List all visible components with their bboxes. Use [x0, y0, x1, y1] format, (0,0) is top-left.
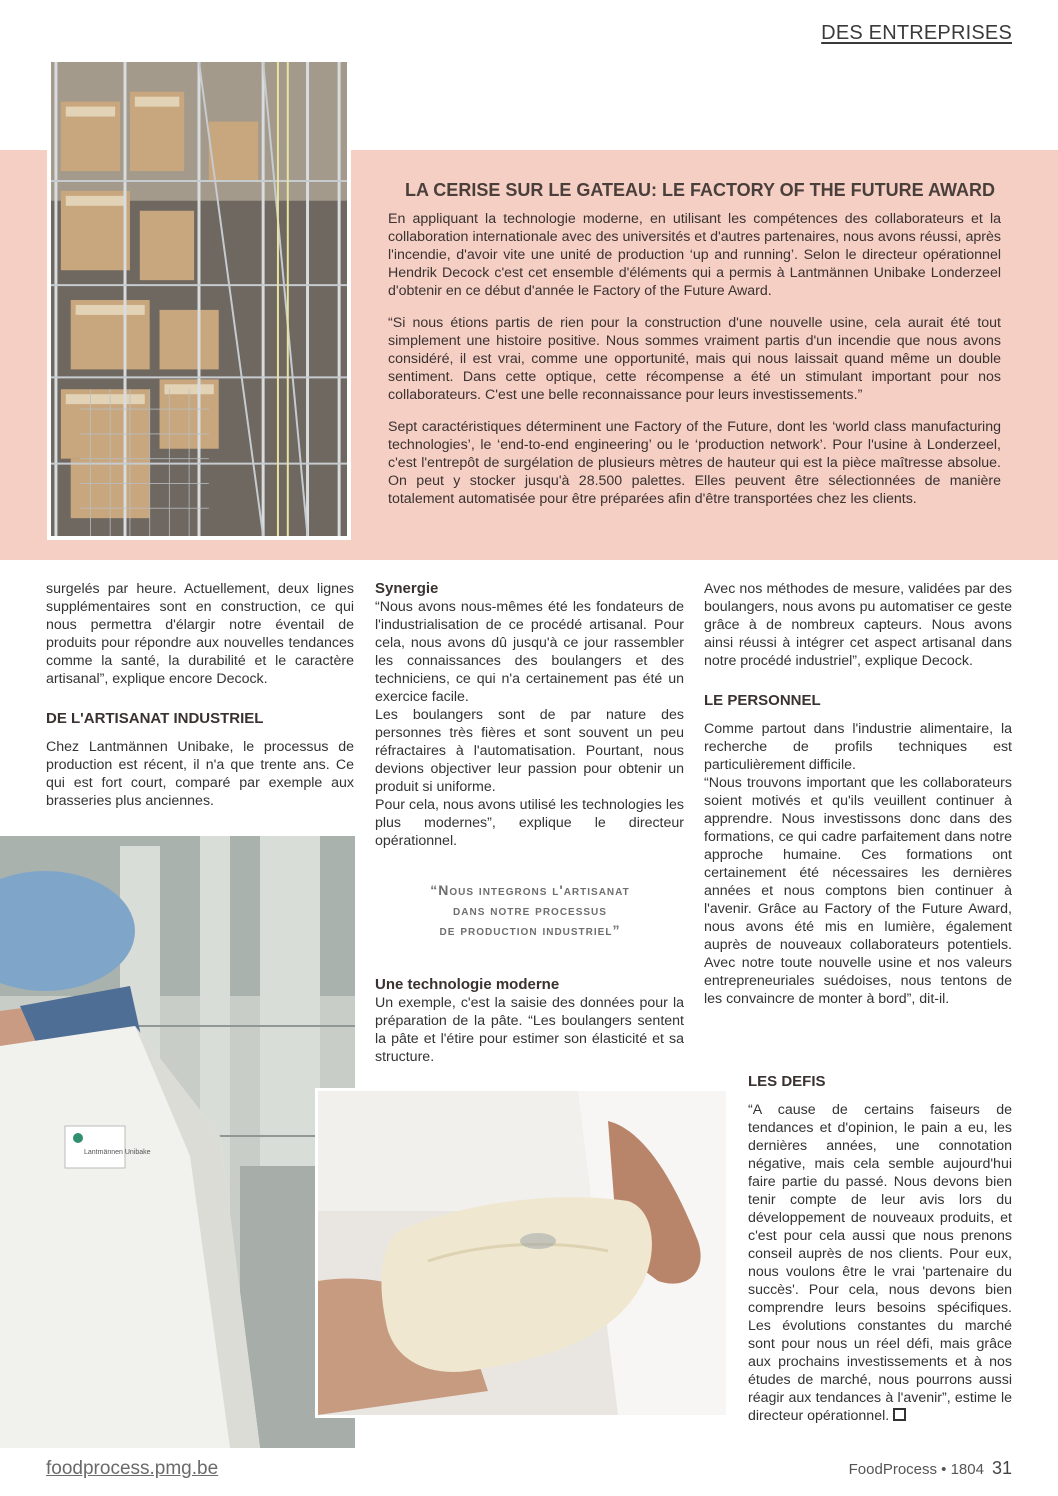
column-2 [375, 580, 684, 850]
magazine-issue: FoodProcess • 1804 [848, 1461, 984, 1478]
box-paragraph: En appliquant la technologie moderne, en utilisant les compétences des collaborateurs et la collaboration internationale avec des universités et d'autres partenaires, nous avons réussi, après l'incendie, d'avoir vite une unité de production ‘up and running’. Selon le directeur opérationnel Hendrik Decock c'est cet ensemble d'éléments qui a permis à Lantmännen Unibake Londerzeel d'obtenir en ce début d'année le Factory of the Future Award. [388, 211, 1001, 299]
section-heading: LES DEFIS [748, 1073, 826, 1090]
body-paragraph: Chez Lantmännen Unibake, le processus de production est récent, il n'a que trente ans. Ce qui est fort court, comparé par exemple aux brasseries plus anciennes. [46, 739, 354, 809]
body-paragraph: “A cause de certains faiseurs de tendances et d'opinion, le pain a eu, les dernières années, une connotation négative, mais cela semble aujourd'hui faire partie du passé. Nous devons bien tenir compte de leur avis lors du développement de nouveaux produits, et c'est pour cela aussi que nous prenons conseil auprès de nos clients. Pour eux, nous voulons être le vrai 'partenaire du succès'. Pour cela, nous devons bien comprendre leurs besoins spécifiques. Les évolutions constantes du marché sont pour nous un réel défi, mais grâce aux prochains investissements et à nos études de marché, nous pourrons aussi réagir aux tendances à l'avenir”, estime le directeur opérationnel. [748, 1102, 1012, 1424]
body-paragraph: Les boulangers sont de par nature des personnes très fières et sont souvent un peu réfractaires à l'automatisation. Pourtant, nous devions objectiver leur passion pour obtenir un produit si uniforme. [375, 707, 684, 795]
box-paragraph: “Si nous étions partis de rien pour la construction d'une nouvelle usine, cela aurait été tout simplement une histoire positive. Nous sommes vraiment partis d'un incendie que nous avons considéré, il est vrai, comme une opportunité, mais qui nous laissait quand même un double sentiment. Dans cette optique, cette récompense a été un stimulant important pour nos collaborateurs. C'est une belle reconnaissance pour leurs investissements.” [388, 315, 1001, 403]
body-paragraph: Un exemple, c'est la saisie des données pour la préparation de la pâte. “Les boulangers sentent la pâte et l'étire pour estimer son élasticité et sa structure. [375, 995, 684, 1065]
footer-issue [849, 1458, 1012, 1479]
section-heading: LE PERSONNEL [704, 692, 821, 709]
section-heading: DE L'ARTISANAT INDUSTRIEL [46, 710, 264, 727]
column-3-lower [748, 1073, 1012, 1425]
dough-photo [315, 1088, 729, 1418]
section-heading: Une technologie moderne [375, 976, 560, 993]
body-paragraph: Comme partout dans l'industrie alimentaire, la recherche de profils techniques est particulièrement difficile. [704, 721, 1012, 773]
body-paragraph: surgelés par heure. Actuellement, deux lignes supplémentaires sont en construction, ce qui nous permettra d'élargir notre éventail de produits pour répondre aux nouvelles tendances comme la santé, la durabilité et le caractère artisanal”, explique encore Decock. [46, 581, 354, 687]
pull-quote [375, 880, 685, 940]
column-2-lower [375, 976, 684, 1066]
body-paragraph: Pour cela, nous avons utilisé les technologies les plus modernes”, explique le directeur opérationnel. [375, 797, 684, 849]
column-1 [46, 580, 354, 810]
box-paragraph: Sept caractéristiques déterminent une Factory of the Future, dont les ‘world class manufacturing technologies’, le ‘end-to-end engineering’ ou le ‘production network’. Pour l'usine à Londerzeel, c'est l'entrepôt de surgélation de plusieurs mètres de hauteur qui est la pièce maîtresse absolue. On peut y stocker jusqu'à 28.500 palettes. Elles peuvent être sélectionnées de manière totalement automatisée pour être préparées afin d'être transportées chez les clients. [388, 419, 1001, 507]
warehouse-photo [47, 58, 351, 540]
pull-quote-line: de production industriel” [439, 922, 621, 938]
worker-photo [0, 836, 355, 1448]
box-title: LA CERISE SUR LE GATEAU: LE FACTORY OF THE FUTURE AWARD [404, 180, 996, 200]
body-paragraph: “Nous avons nous-mêmes été les fondateurs de l'industrialisation de ce procédé artisanal. Pour cela, nous avons dû jusqu'à ce jour rassembler les connaissances des boulangers et des techniciens, ce qui n'a certainement pas été un exercice facile. [375, 599, 684, 705]
pull-quote-line: “Nous integrons l'artisanat [430, 882, 630, 898]
section-heading: Synergie [375, 580, 439, 597]
body-paragraph: “Nous trouvons important que les collaborateurs soient motivés et qu'ils veuillent continuer à apprendre. Nous investissons donc dans des formations, ce qui cadre parfaitement dans notre approche humaine. Ces formations ont certainement été nécessaires les dernières années et nous comptons bien continuer à l'avenir. Grâce au Factory of the Future Award, nous avons été mis en lumière, également auprès de nouveaux collaborateurs potentiels. Avec notre toute nouvelle usine et nos valeurs entrepreneuriales suédoises, nous tentons de les convaincre de monter à bord”, dit-il. [704, 775, 1012, 1007]
box-body [388, 210, 1001, 522]
pull-quote-line: dans notre processus [453, 902, 607, 918]
section-tag: DES ENTREPRISES [821, 22, 1012, 44]
column-3 [704, 580, 1012, 1008]
website-link[interactable]: foodprocess.pmg.be [46, 1458, 219, 1479]
badge-text: Lantmännen Unibake [84, 1149, 151, 1156]
page-number: 31 [991, 1458, 1012, 1478]
end-mark-icon [893, 1408, 906, 1421]
body-paragraph: Avec nos méthodes de mesure, validées par des boulangers, nous avons pu automatiser ce geste grâce à de nombreux capteurs. Nous avons ainsi réussi à intégrer cet aspect artisanal dans notre procédé industriel”, explique Decock. [704, 581, 1012, 669]
